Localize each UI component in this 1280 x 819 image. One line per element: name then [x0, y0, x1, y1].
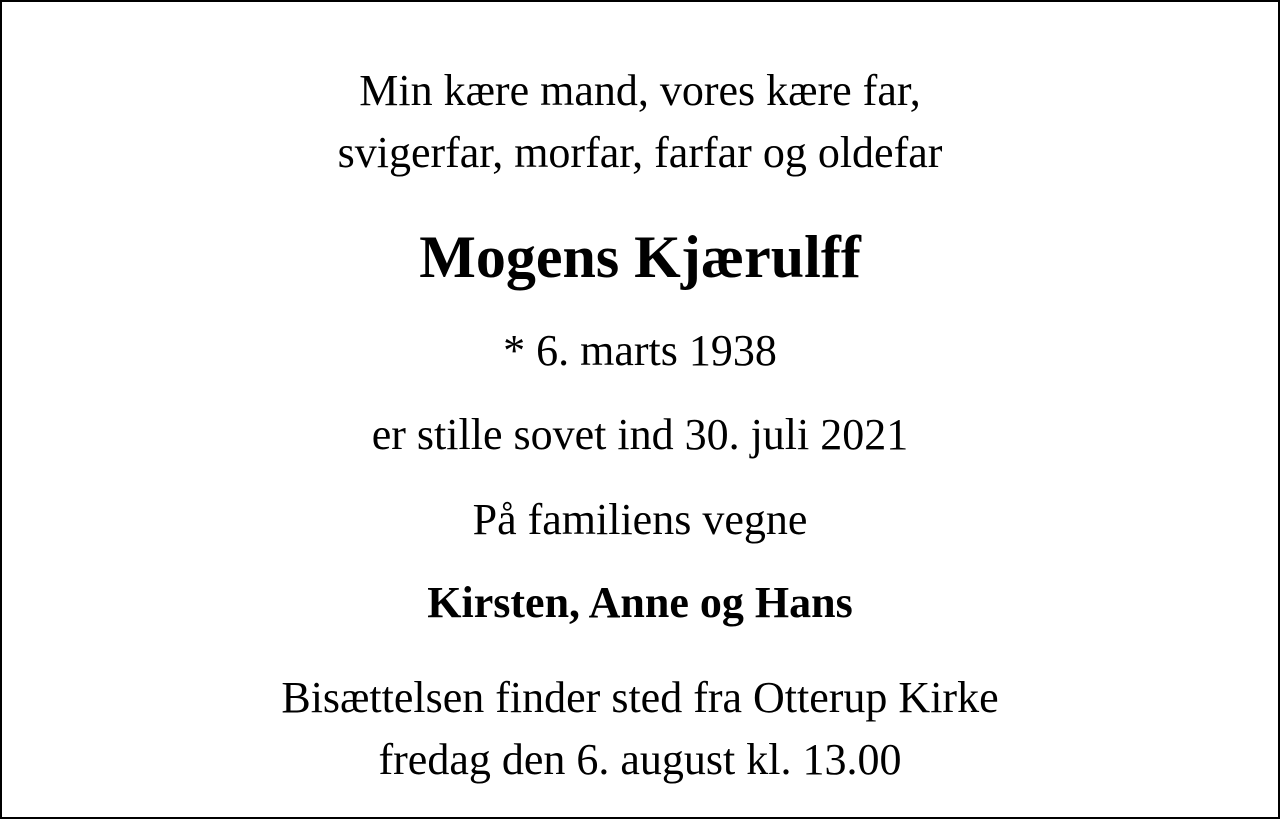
intro-text [2, 60, 1278, 183]
intro-line-1: Min kære mand, vores kære far, [359, 66, 921, 115]
family-names: Kirsten, Anne og Hans [427, 578, 853, 628]
ceremony-text [2, 667, 1278, 790]
ceremony-line-1: Bisættelsen finder sted fra Otterup Kirke [281, 673, 999, 723]
death-date: er stille sovet ind 30. juli 2021 [371, 410, 909, 460]
ceremony-line-2: fredag den 6. august kl. 13.00 [378, 734, 902, 784]
birth-date: * 6. marts 1938 [503, 326, 777, 376]
intro-line-2: svigerfar, morfar, farfar og oldefar [337, 127, 943, 177]
on-behalf-text: På familiens vegne [472, 495, 808, 545]
deceased-name: Mogens Kjærulff [419, 224, 861, 291]
